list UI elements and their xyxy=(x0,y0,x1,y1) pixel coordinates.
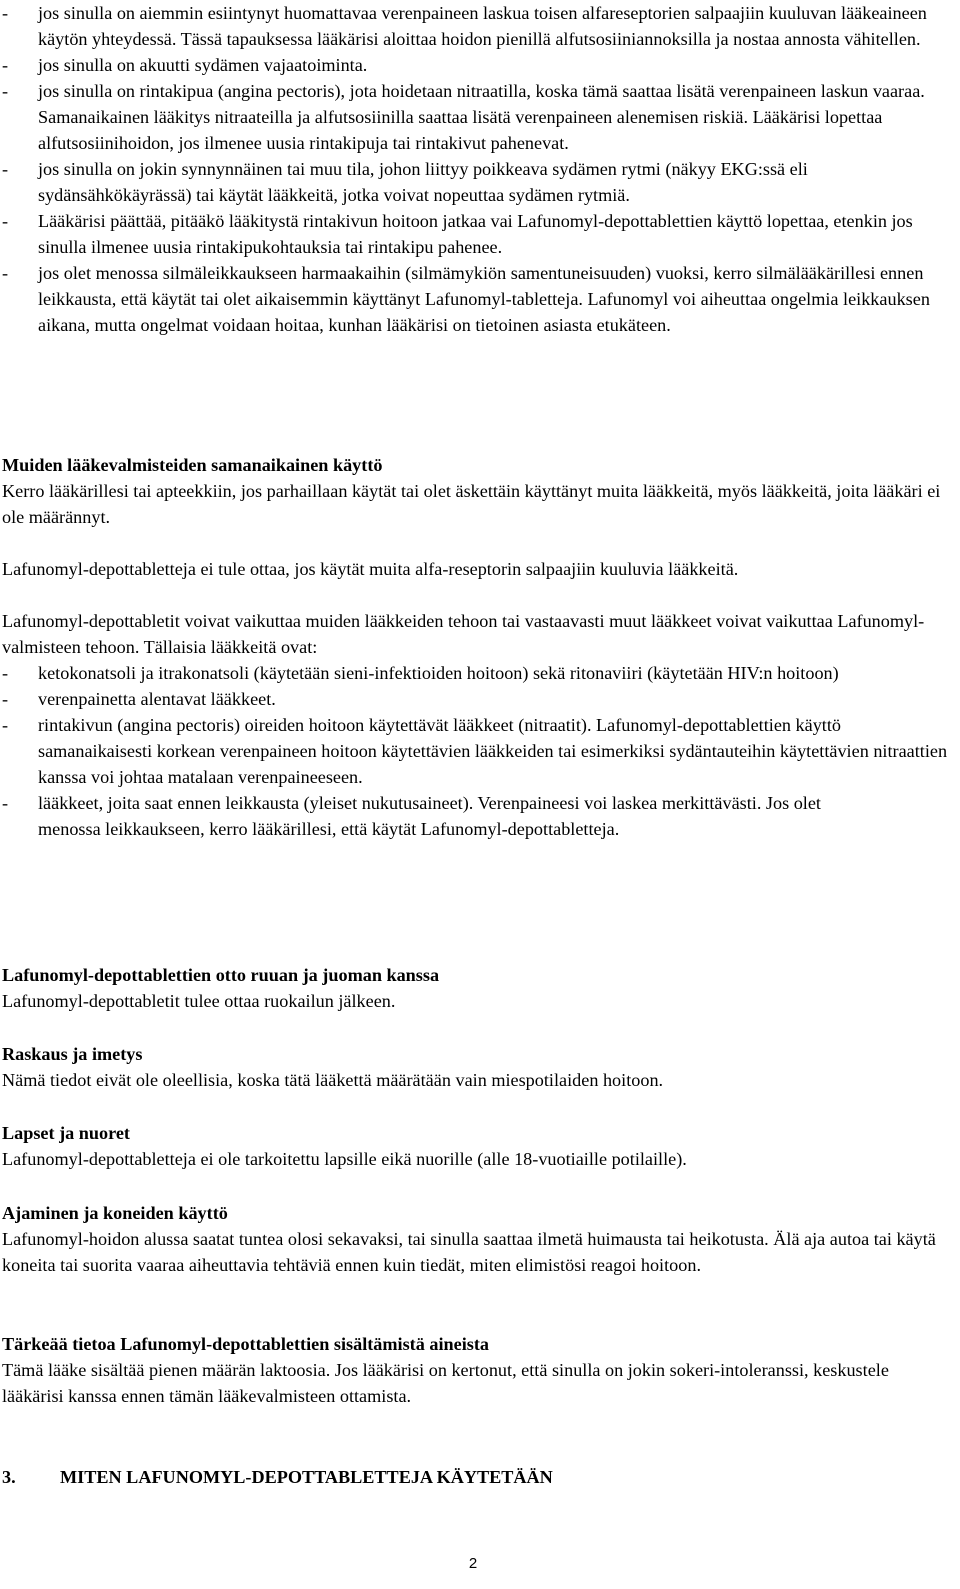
list-item xyxy=(0,712,950,790)
list-item-text: jos sinulla on jokin synnynnäinen tai muu tila, johon liittyy poikkeava sydämen rytmi (näkyy EKG:ssä eli sydänsähkökäyrässä) tai käytät lääkkeitä, jotka voivat nopeuttaa sydämen rytmiä. xyxy=(38,159,808,205)
section-pregnancy xyxy=(0,1041,950,1093)
list-dash: - xyxy=(2,211,9,231)
section-heading: Lapset ja nuoret xyxy=(2,1123,130,1143)
section-food-drink xyxy=(0,962,950,1014)
list-dash: - xyxy=(2,263,9,283)
section-heading: Raskaus ja imetys xyxy=(2,1044,143,1064)
list-item xyxy=(0,156,950,208)
list-item xyxy=(0,686,950,712)
list-item xyxy=(0,208,950,260)
section-heading: Ajaminen ja koneiden käyttö xyxy=(2,1203,228,1223)
list-dash: - xyxy=(2,793,9,813)
list-dash: - xyxy=(2,689,9,709)
list-item-text: ketokonatsoli ja itrakonatsoli (käytetään sieni-infektioiden hoitoon) sekä ritonaviiri (käytetään HIV:n hoitoon) xyxy=(38,663,839,683)
list-item xyxy=(0,78,950,156)
page-number: 2 xyxy=(468,1555,478,1572)
list-dash: - xyxy=(2,55,9,75)
section-other-medicines xyxy=(0,452,950,842)
list-item-text: jos sinulla on akuutti sydämen vajaatoiminta. xyxy=(38,55,368,75)
list-item xyxy=(0,260,950,338)
section-driving xyxy=(0,1200,950,1278)
paragraph: Lafunomyl-depottabletteja ei ole tarkoitettu lapsille eikä nuorille (alle 18-vuotiaille potilaille). xyxy=(2,1149,687,1169)
interaction-list xyxy=(0,660,950,842)
section-heading: Tärkeää tietoa Lafunomyl-depottablettien sisältämistä aineista xyxy=(2,1334,489,1354)
list-item-text: rintakivun (angina pectoris) oireiden hoitoon käytettävät lääkkeet (nitraatit). Lafunomyl-depottablettien käyttö samanaikaisesti korkean verenpaineen hoitoon käytettävien lääkkeiden tai esimerkiksi sydäntauteihin käytettävien nitraattien kanssa voi johtaa matalaan verenpaineeseen. xyxy=(38,715,948,787)
list-item-text: verenpainetta alentavat lääkkeet. xyxy=(38,689,276,709)
list-dash: - xyxy=(2,81,9,101)
paragraph: Kerro lääkärillesi tai apteekkiin, jos parhaillaan käytät tai olet äskettäin käyttänyt muita lääkkeitä, myös lääkkeitä, joita lääkäri ei ole määrännyt. xyxy=(2,481,941,527)
list-dash: - xyxy=(2,715,9,735)
paragraph: Lafunomyl-depottabletit tulee ottaa ruokailun jälkeen. xyxy=(2,991,396,1011)
section-number: 3. xyxy=(2,1467,16,1487)
paragraph: Tämä lääke sisältää pienen määrän laktoosia. Jos lääkärisi on kertonut, että sinulla on jokin sokeri-intoleranssi, keskustele lääkärisi kanssa ennen tämän lääkevalmisteen ottamista. xyxy=(2,1360,889,1406)
paragraph: Nämä tiedot eivät ole oleellisia, koska tätä lääkettä määrätään vain miespotilaiden hoitoon. xyxy=(2,1070,664,1090)
list-item xyxy=(0,52,950,78)
section-3-heading xyxy=(0,1464,952,1490)
paragraph: Lafunomyl-hoidon alussa saatat tuntea olosi sekavaksi, tai sinulla saattaa ilmetä huimausta tai heikotusta. Älä aja autoa tai käytä koneita tai suorita vaaraa aiheuttavia tehtäviä ennen kuin tiedät, miten elimistösi reagoi hoitoon. xyxy=(2,1229,936,1275)
section-ingredients xyxy=(0,1331,950,1409)
list-dash: - xyxy=(2,3,9,23)
top-list xyxy=(0,0,950,338)
list-dash: - xyxy=(2,159,9,179)
list-item-text: jos sinulla on aiemmin esiintynyt huomattavaa verenpaineen laskua toisen alfareseptorien salpaajiin kuuluvan lääkeaineen käytön yhteydessä. Tässä tapauksessa lääkärisi aloittaa hoidon pienillä alfutsosiiniannoksilla ja nostaa annosta vähitellen. xyxy=(38,3,927,49)
list-item xyxy=(0,0,950,52)
section-heading: Muiden lääkevalmisteiden samanaikainen käyttö xyxy=(2,455,383,475)
list-item-text: Lääkärisi päättää, pitääkö lääkitystä rintakivun hoitoon jatkaa vai Lafunomyl-depottablettien käyttö lopettaa, etenkin jos sinulla ilmenee uusia rintakipukohtauksia tai rintakipu pahenee. xyxy=(38,211,913,257)
section-heading: Lafunomyl-depottablettien otto ruuan ja juoman kanssa xyxy=(2,965,440,985)
paragraph: Lafunomyl-depottabletit voivat vaikuttaa muiden lääkkeiden tehoon tai vastaavasti muut lääkkeet voivat vaikuttaa Lafunomyl-valmisteen tehoon. Tällaisia lääkkeitä ovat: xyxy=(2,611,925,657)
section-children xyxy=(0,1120,950,1172)
list-item xyxy=(0,660,950,686)
list-item-text: jos sinulla on rintakipua (angina pectoris), jota hoidetaan nitraatilla, koska tämä saattaa lisätä verenpaineen laskun vaaraa. Samanaikainen lääkitys nitraateilla ja alfutsosiinilla saattaa lisätä verenpaineen alenemisen riskiä. Lääkärisi lopettaa alfutsosiinihoidon, jos ilmenee uusia rintakipuja tai rintakivut pahenevat. xyxy=(38,81,925,153)
list-item xyxy=(0,790,950,842)
section-title: MITEN LAFUNOMYL-DEPOTTABLETTEJA KÄYTETÄÄN xyxy=(60,1467,553,1487)
list-dash: - xyxy=(2,663,9,683)
paragraph: Lafunomyl-depottabletteja ei tule ottaa, jos käytät muita alfa-reseptorin salpaajiin kuuluvia lääkkeitä. xyxy=(2,559,739,579)
list-item-text: lääkkeet, joita saat ennen leikkausta (yleiset nukutusaineet). Verenpaineesi voi laskea merkittävästi. Jos olet menossa leikkaukseen, kerro lääkärillesi, että käytät Lafunomyl-depottabletteja. xyxy=(38,793,821,839)
list-item-text: jos olet menossa silmäleikkaukseen harmaakaihin (silmämykiön samentuneisuuden) vuoksi, kerro silmälääkärillesi ennen leikkausta, että käytät tai olet aikaisemmin käyttänyt Lafunomyl-tabletteja. Lafunomyl voi aiheuttaa ongelmia leikkauksen aikana, mutta ongelmat voidaan hoitaa, kunhan lääkärisi on tietoinen asiasta etukäteen. xyxy=(38,263,930,335)
